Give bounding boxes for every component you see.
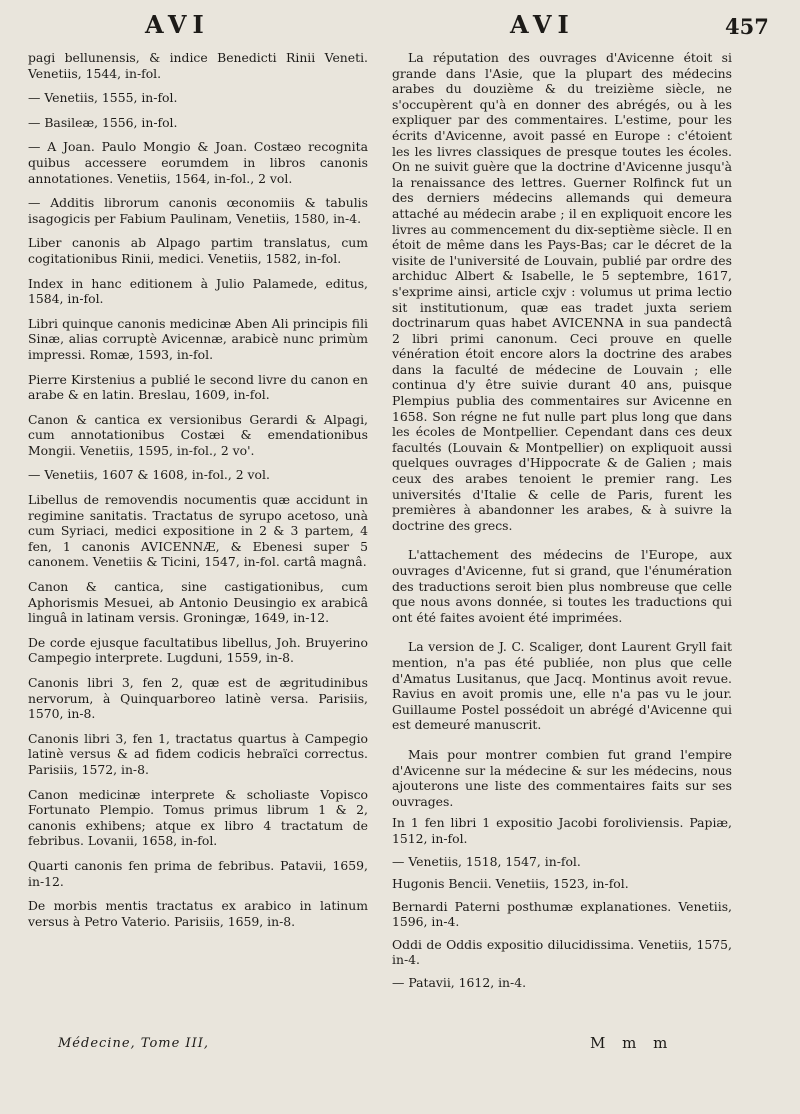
- body-paragraph: Mais pour montrer combien fut grand l'empire d'Avicenne sur la médecine & sur les médecins, nous ajouterons une liste des commentaires faits sur ses ouvrages.: [392, 746, 732, 809]
- bibliography-entry: — Venetiis, 1555, in-fol.: [28, 90, 178, 106]
- bibliography-entry: Libri quinque canonis medicinæ Aben Ali principis fili Sinæ, alias corruptè Avicennæ, arabicè nunc primùm impressi. Romæ, 1593, in-fol.: [28, 315, 368, 362]
- bibliography-entry: Libellus de removendis nocumentis quæ accidunt in regimine sanitatis. Tractatus de syrupo acetoso, unà cum Syriaci, medici expositione in 2 & 3 partem, 4 fen, 1 canonis AVICENNÆ, & Ebenesi super 5 canonem. Venetiis & Ticini, 1547, in-fol. cartâ magnâ.: [28, 492, 368, 570]
- body-paragraph: La version de J. C. Scaliger, dont Laurent Gryll fait mention, n'a pas été publiée, non plus que celle d'Amatus Lusitanus, que Jacq. Montinus avoit revue. Ravius en avoit promis une, elle n'a pas vu le jour. Guillaume Postel possédoit un abrégé d'Avicenne qui est demeuré manuscrit.: [392, 639, 732, 733]
- bibliography-entry: Pierre Kirstenius a publié le second livre du canon en arabe & en latin. Breslau, 1609, in-fol.: [28, 371, 368, 403]
- commentary-entry: In 1 fen libri 1 expositio Jacobi foroliviensis. Papiæ, 1512, in-fol.: [392, 815, 732, 846]
- bibliography-entry: — Additis librorum canonis œconomiis & tabulis isagogicis per Fabium Paulinam, Venetiis, 1580, in-4.: [28, 195, 368, 226]
- running-head-right: AVI: [510, 10, 575, 39]
- commentary-entry: Oddi de Oddis expositio dilucidissima. Venetiis, 1575, in-4.: [392, 936, 732, 968]
- footer-signature-right: M m m: [590, 1034, 674, 1052]
- commentary-entry: — Patavii, 1612, in-4.: [392, 975, 527, 991]
- body-paragraph: L'attachement des médecins de l'Europe, aux ouvrages d'Avicenne, fut si grand, que l'énumération des traductions seroit bien plus nombreuse que celle que nous avons donnée, si toutes les traductions qui ont été faites avoient été imprimées.: [392, 547, 732, 625]
- bibliography-entry: — A Joan. Paulo Mongio & Joan. Costæo recognita quibus accessere eorumdem in libros canonis annotationes. Venetiis, 1564, in-fol., 2 vol.: [28, 139, 368, 186]
- footer-signature-left: Médecine, Tome III,: [58, 1036, 209, 1051]
- bibliography-entry: — Basileæ, 1556, in-fol.: [28, 114, 178, 130]
- bibliography-entry: pagi bellunensis, & indice Benedicti Rinii Veneti. Venetiis, 1544, in-fol.: [28, 50, 368, 81]
- bibliography-entry: Liber canonis ab Alpago partim translatus, cum cogitationibus Rinii, medici. Venetiis, 1582, in-fol.: [28, 235, 368, 266]
- commentary-entry: — Venetiis, 1518, 1547, in-fol.: [392, 853, 581, 869]
- page-number: 457: [725, 14, 769, 39]
- bibliography-entry: Canonis libri 3, fen 1, tractatus quartus à Campegio latinè versus & ad fidem codicis hebraïci correctus. Parisiis, 1572, in-8.: [28, 730, 368, 777]
- bibliography-entry: Quarti canonis fen prima de febribus. Patavii, 1659, in-12.: [28, 857, 368, 889]
- running-header: [0, 10, 800, 46]
- bibliography-entry: Canon & cantica, sine castigationibus, cum Aphorismis Mesuei, ab Antonio Deusingio ex arabicâ linguâ in latinam versis. Groningæ, 1649, in-12.: [28, 579, 368, 626]
- bibliography-entry: De corde ejusque facultatibus libellus, Joh. Bruyerino Campegio interprete. Lugduni, 1559, in-8.: [28, 634, 368, 666]
- body-paragraph: La réputation des ouvrages d'Avicenne étoit si grande dans l'Asie, que la plupart des médecins arabes du douzième & du treizième siècle, ne s'occupèrent qu'à en donner des abrégés, ou à les expliquer par des commentaires. L'estime, pour les écrits d'Avicenne, avoit passé en Europe : c'étoient les les livres classiques de presque toutes les écoles. On ne suivit guère que la doctrine d'Avicenne jusqu'à la renaissance des lettres. Guerner Rolfinck fut un des derniers médecins allemands qui demeura attaché au médecin arabe ; il en expliquoit encore les livres au commencement du dix-septième siècle. Il en étoit de même dans les Pays-Bas; car le décret de la visite de l'université de Louvain, publié par ordre des archiduc Albert & Isabelle, le 5 septembre, 1617, s'exprime ainsi, article cxjv : volumus ut prima lectio sit institutionum, quæ eas tradet juxta seriem doctrinarum quas habet AVICENNA in sua pandectâ 2 libri primi canonum. Ceci prouve en quelle vénération étoit encore alors la doctrine des arabes dans la faculté de médecine de Louvain ; elle continua d'y être suivie durant 40 ans, puisque Plempius publia des commentaires sur Avicenne en 1658. Son régne ne fut nulle part plus long que dans les écoles de Montpellier. Cependant dans ces deux facultés (Louvain & Montpellier) on expliquoit aussi quelques ouvrages d'Hippocrate & de Galien ; mais ceux des arabes tenoient le premier rang. Les universités d'Italie & celle de Paris, furent les premières à abandonner les arabes, & à suivre la doctrine des grecs.: [392, 50, 732, 533]
- bibliography-entry: Canon & cantica ex versionibus Gerardi & Alpagi, cum annotationibus Costæi & emendationibus Mongii. Venetiis, 1595, in-fol., 2 vo'.: [28, 411, 368, 458]
- bibliography-entry: De morbis mentis tractatus ex arabico in latinum versus à Petro Vaterio. Parisiis, 1659, in-8.: [28, 898, 368, 929]
- left-column: [28, 50, 368, 938]
- bibliography-entry: — Venetiis, 1607 & 1608, in-fol., 2 vol.: [28, 467, 270, 483]
- bibliography-entry: Canonis libri 3, fen 2, quæ est de ægritudinibus nervorum, à Quinquarboreo latinè versa. Parisiis, 1570, in-8.: [28, 675, 368, 722]
- running-head-left: AVI: [145, 10, 210, 39]
- bibliography-entry: Index in hanc editionem à Julio Palamede, editus, 1584, in-fol.: [28, 275, 368, 307]
- bibliography-entry: Canon medicinæ interprete & scholiaste Vopisco Fortunato Plempio. Tomus primus librum 1 & 2, canonis exhibens; atque ex libro 4 tractatum de febribus. Lovanii, 1658, in-fol.: [28, 786, 368, 849]
- commentary-entry: Bernardi Paterni posthumæ explanationes. Venetiis, 1596, in-4.: [392, 898, 732, 930]
- right-column: [392, 50, 732, 998]
- commentary-entry: Hugonis Bencii. Venetiis, 1523, in-fol.: [392, 876, 629, 892]
